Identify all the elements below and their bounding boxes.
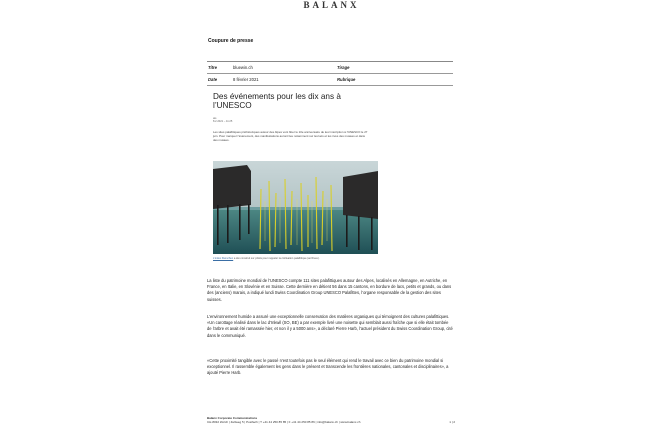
meta-row-date xyxy=(207,74,453,86)
titre-label: Titre xyxy=(208,65,217,70)
meta-table xyxy=(207,61,453,86)
page-number: 1 | 2 xyxy=(449,420,455,424)
rubrique-label: Rubrique xyxy=(337,77,356,82)
article-headline: Des événements pour les dix ans à l’UNESCO xyxy=(213,92,341,111)
body-paragraph-1: La liste du patrimoine mondial de l’UNESCO compte 111 sites palafittiques autour des Alpes, localisés en Allemagne, en Autriche, en France, en Italie, en Slovénie et en Suisse. Cette dernière en détient 56 dans 15 cantons, en bordure de lacs, petits et grands, ou dans des (anciens) marais, a indiqué lundi Swiss Coordination Group UNESCO Palafittes, l’organe responsable de la gestion des sites suisses. xyxy=(207,278,452,302)
meta-row-titre xyxy=(207,62,453,74)
section-title: Coupure de presse xyxy=(208,38,254,44)
article-byline xyxy=(213,117,232,124)
byline-author: ats xyxy=(213,117,217,120)
photo-caption xyxy=(213,257,378,261)
page-footer xyxy=(207,416,455,424)
caption-text: a été construit sur pilotis pour rappeler la civilisation palafittique (archives). xyxy=(233,257,320,260)
body-paragraph-2: L’environnement humide a assuré une exceptionnelle conservation des matières organiques qui témoignent des cultures palafittiques. «Un carottage réalisé dans le lac d’Inkwil (SO, BE) a par exemple livré une noisette qui semblait aussi fraîche que si elle était tombée de l’arbre et avait été ramassée hier, et non il y a 5000 ans», a déclaré Pierre Harb, l’actuel président du Swiss Coordination Group, cité dans le communiqué. xyxy=(207,314,453,338)
footer-contact: CH-8032 Zürich | Zeltweg 5 | Postfach | T +41 44 250 85 85 | F +41 44 250 85 86 | info@balanx.ch | www.balanx.ch xyxy=(207,420,361,424)
byline-date: 8.2.2021 – 11:25 xyxy=(213,120,233,124)
caption-credit-link[interactable]: L’index Kleinchen xyxy=(213,257,234,260)
titre-value: bluewin.ch xyxy=(233,65,253,70)
date-label: Date xyxy=(208,77,218,82)
body-paragraph-3: «Cette proximité tangible avec le passé n’est toutefois pas le seul élément qui rend le travail avec ce bien du patrimoine mondial si exceptionnel. Il rassemble également les gens dans le présent et transcende les frontières nationales, cantonales et disciplinaires», a ajouté Pierre Harb. xyxy=(207,358,449,376)
tirage-label: Tirage xyxy=(337,65,350,70)
footer-company: Balanx Corporate Communications xyxy=(207,416,258,420)
balanx-logo: BALANX xyxy=(303,0,360,10)
date-value: 8 février 2021 xyxy=(233,77,259,82)
article-photo xyxy=(213,161,378,254)
article-lead: Les sites palafittiques préhistoriques autour des Alpes vont fêter le 10e anniversaire de leur inscription à l’UNESCO le 27 juin. Pour marquer l’événement, des manifestations auront lieu notamment sur les lacs et les rives des musées et dans des musées. xyxy=(213,130,368,143)
